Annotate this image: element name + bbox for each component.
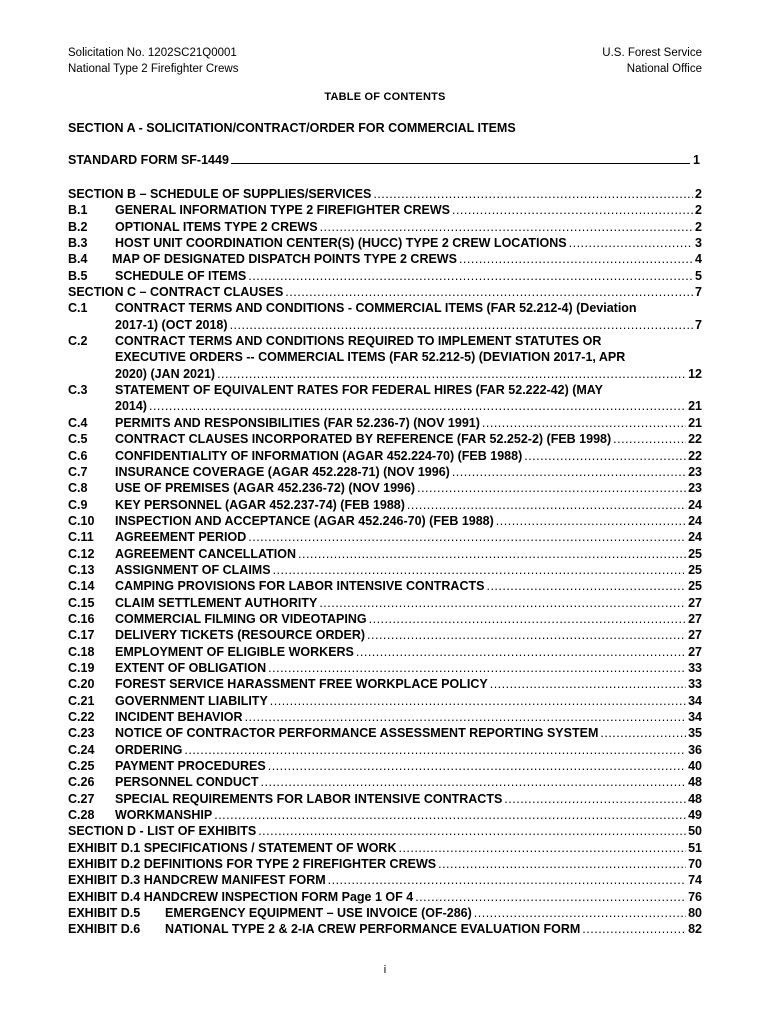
- toc-entry-page: 27: [688, 611, 702, 626]
- dot-leader: [482, 415, 686, 431]
- toc-entry-text: WORKMANSHIP: [115, 808, 213, 823]
- toc-entry-page: 27: [688, 628, 702, 643]
- toc-entry-page: 34: [688, 693, 702, 708]
- toc-entry-text: USE OF PREMISES (AGAR 452.236-72) (NOV 1996): [115, 481, 416, 496]
- toc-entry-number: C.19: [68, 660, 95, 675]
- toc-entry[interactable]: [68, 431, 702, 447]
- toc-entry-page: 70: [688, 857, 702, 872]
- toc-entry-number: C.13: [68, 562, 95, 577]
- toc-entry-page: 40: [688, 759, 702, 774]
- dot-leader: [248, 529, 686, 545]
- toc-entry-text: STATEMENT OF EQUIVALENT RATES FOR FEDERAL HIRES (FAR 52.222-42) (MAY: [115, 383, 604, 398]
- toc-entry-page: 48: [688, 775, 702, 790]
- toc-entry-page: 25: [688, 546, 702, 561]
- toc-entry-text: PERMITS AND RESPONSIBILITIES (FAR 52.236-7) (NOV 1991): [115, 415, 480, 430]
- toc-entry-text: ASSIGNMENT OF CLAIMS: [115, 562, 271, 577]
- toc-entry-number: C.20: [68, 677, 95, 692]
- toc-entry-number: C.27: [68, 791, 95, 806]
- toc-entry[interactable]: [68, 251, 702, 267]
- toc-entry[interactable]: [68, 742, 702, 758]
- dot-leader: [474, 905, 686, 921]
- toc-entry-page: 2: [695, 203, 702, 218]
- toc-entry-text: GENERAL INFORMATION TYPE 2 FIREFIGHTER CREWS: [115, 203, 450, 218]
- toc-entry-page: 7: [695, 317, 702, 332]
- toc-entry-text: INCIDENT BEHAVIOR: [115, 710, 243, 724]
- toc-entry-number: C.15: [68, 595, 95, 610]
- toc-entry-page: 50: [688, 824, 702, 839]
- toc-entry-page: 51: [688, 840, 702, 855]
- toc-entry[interactable]: [68, 774, 702, 790]
- dot-leader: [415, 889, 686, 905]
- toc-entry[interactable]: [68, 595, 702, 611]
- toc-entry-text: GOVERNMENT LIABILITY: [115, 693, 268, 708]
- toc-entry-text: CONTRACT CLAUSES INCORPORATED BY REFERENCE (FAR 52.252-2) (FEB 1998): [115, 432, 612, 447]
- toc-entry-number: C.6: [68, 448, 88, 463]
- dot-leader: [417, 480, 686, 496]
- toc-entry-page: 7: [695, 285, 702, 300]
- toc-entry-page: 3: [695, 236, 702, 251]
- dot-leader: [285, 284, 693, 300]
- toc-entry-text: SCHEDULE OF ITEMS: [115, 268, 247, 283]
- dot-leader: [261, 774, 687, 790]
- toc-entry-number: C.11: [68, 530, 94, 545]
- toc-entry-number: B.2: [68, 219, 88, 234]
- toc-entry-page: 12: [688, 366, 702, 381]
- toc-entry-text: AGREEMENT PERIOD: [115, 530, 247, 545]
- toc-entry[interactable]: [68, 840, 702, 856]
- dot-leader: [438, 856, 686, 872]
- toc-entry-text: 2014): [115, 399, 147, 414]
- dot-leader: [184, 742, 686, 758]
- standard-form-entry[interactable]: [68, 153, 700, 167]
- toc-entry-page: 24: [688, 513, 702, 528]
- toc-entry[interactable]: [68, 513, 702, 529]
- toc-entry-text: EMERGENCY EQUIPMENT – USE INVOICE (OF-286): [165, 906, 472, 921]
- toc-entry-number: C.24: [68, 742, 95, 757]
- toc-entry-text: 2017-1) (OCT 2018): [115, 317, 228, 332]
- toc-title: TABLE OF CONTENTS: [324, 91, 446, 103]
- toc-entry[interactable]: [68, 235, 702, 251]
- toc-entry-text: AGREEMENT CANCELLATION: [115, 546, 297, 561]
- toc-entry-page: 74: [688, 873, 702, 888]
- toc-entry-text: EXHIBIT D.4 HANDCREW INSPECTION FORM Page 1 OF 4: [68, 889, 414, 904]
- dot-leader: [356, 644, 686, 660]
- toc-entry-page: 36: [688, 742, 702, 757]
- dot-leader: [273, 562, 687, 578]
- program-name: National Type 2 Firefighter Crews: [68, 63, 239, 75]
- dot-leader: [369, 611, 686, 627]
- toc-entry-text: CONTRACT TERMS AND CONDITIONS - COMMERCIAL ITEMS (FAR 52.212-4) (Deviation: [115, 301, 637, 316]
- dot-leader: [452, 202, 693, 218]
- toc-entry[interactable]: [68, 709, 702, 725]
- header-left: [68, 45, 238, 77]
- toc-entry[interactable]: [68, 464, 702, 480]
- toc-entry-number: C.25: [68, 759, 95, 774]
- toc-entry-page: 80: [688, 906, 702, 921]
- dot-leader: [319, 595, 686, 611]
- toc-entry-text: SECTION D - LIST OF EXHIBITS: [68, 824, 257, 839]
- toc-entry-number: C.26: [68, 775, 95, 790]
- toc-entry[interactable]: [68, 676, 702, 692]
- toc-entry[interactable]: [68, 284, 702, 300]
- solicitation-number: Solicitation No. 1202SC21Q0001: [68, 47, 237, 59]
- toc-entry-page: 23: [688, 481, 702, 496]
- dot-leader: [504, 791, 686, 807]
- toc-entry-number: EXHIBIT D.6: [68, 922, 141, 937]
- toc-entry[interactable]: [68, 546, 702, 562]
- toc-entry[interactable]: [68, 921, 702, 937]
- dot-leader: [600, 725, 686, 741]
- toc-entry-number: C.3: [68, 383, 88, 398]
- toc-entry-number: C.22: [68, 710, 95, 724]
- leader-line: [231, 162, 690, 164]
- dot-leader: [268, 758, 686, 774]
- toc-entry[interactable]: [68, 791, 702, 807]
- toc-entry[interactable]: [68, 562, 702, 578]
- dot-leader: [398, 840, 686, 856]
- toc-entry[interactable]: [68, 807, 702, 823]
- toc-entry-page: 23: [688, 464, 702, 479]
- toc-entry-number: B.5: [68, 268, 88, 283]
- dot-leader: [320, 219, 693, 235]
- toc-entry[interactable]: [68, 219, 702, 235]
- toc-entry[interactable]: [68, 856, 702, 872]
- dot-leader: [248, 268, 693, 284]
- toc-entry[interactable]: [68, 415, 702, 431]
- dot-leader: [582, 921, 686, 937]
- toc-entry-text: EMPLOYMENT OF ELIGIBLE WORKERS: [115, 644, 354, 659]
- dot-leader: [214, 807, 686, 823]
- toc-entry-page: 25: [688, 562, 702, 577]
- toc-entry-text: SECTION B – SCHEDULE OF SUPPLIES/SERVICES: [68, 187, 372, 201]
- dot-leader: [407, 497, 686, 513]
- toc-entry-page: 5: [695, 268, 702, 283]
- toc-entry-number: C.12: [68, 546, 95, 561]
- toc-entry-page: 33: [688, 660, 702, 675]
- toc-entry-page: 49: [688, 808, 702, 823]
- toc-entry-number: B.4: [68, 252, 88, 267]
- dot-leader: [613, 431, 686, 447]
- dot-leader: [245, 709, 687, 725]
- section-a-heading: SECTION A - SOLICITATION/CONTRACT/ORDER FOR COMMERCIAL ITEMS: [68, 121, 516, 135]
- toc-entry-number: C.18: [68, 644, 95, 659]
- dot-leader: [459, 251, 693, 267]
- toc-entry-page: 35: [688, 726, 702, 741]
- toc-entry-text: INSURANCE COVERAGE (AGAR 452.228-71) (NOV 1996): [115, 464, 450, 479]
- toc-entry-text: HOST UNIT COORDINATION CENTER(S) (HUCC) TYPE 2 CREW LOCATIONS: [115, 236, 567, 251]
- standard-form-label: STANDARD FORM SF-1449: [68, 153, 229, 167]
- dot-leader: [367, 627, 686, 643]
- office-name: National Office: [626, 63, 702, 75]
- toc-entry-page: 2: [695, 187, 702, 201]
- toc-entry[interactable]: [68, 202, 702, 218]
- dot-leader: [328, 872, 686, 888]
- header-right: [602, 45, 702, 77]
- toc-entry[interactable]: [68, 872, 702, 888]
- toc-entry[interactable]: [68, 627, 702, 643]
- toc-entry-text: COMMERCIAL FILMING OR VIDEOTAPING: [115, 611, 367, 626]
- toc-entry-number: EXHIBIT D.5: [68, 906, 141, 921]
- toc-entry[interactable]: [68, 300, 702, 333]
- toc-entry-page: 21: [688, 415, 702, 430]
- toc-entry-text: ORDERING: [115, 742, 183, 757]
- toc-entry-page: 48: [688, 791, 702, 806]
- toc-entry-text: CAMPING PROVISIONS FOR LABOR INTENSIVE CONTRACTS: [115, 579, 485, 594]
- toc-entry-number: C.10: [68, 513, 95, 528]
- toc-entry-text: EXECUTIVE ORDERS -- COMMERCIAL ITEMS (FAR 52.212-5) (DEVIATION 2017-1, APR: [115, 350, 626, 365]
- toc-entry-text: OPTIONAL ITEMS TYPE 2 CREWS: [115, 219, 318, 234]
- toc-entry-number: B.3: [68, 236, 88, 251]
- toc-entry-text: 2020) (JAN 2021): [115, 366, 216, 381]
- page-number: i: [383, 964, 387, 976]
- toc-entry-text: CONFIDENTIALITY OF INFORMATION (AGAR 452.224-70) (FEB 1988): [115, 448, 523, 463]
- standard-form-page: 1: [693, 153, 700, 167]
- dot-leader: [230, 317, 693, 333]
- toc-entry[interactable]: [68, 529, 702, 545]
- toc-entry-text: DELIVERY TICKETS (RESOURCE ORDER): [115, 628, 366, 643]
- toc-entry[interactable]: [68, 758, 702, 774]
- toc-entry[interactable]: [68, 725, 702, 741]
- dot-leader: [298, 546, 686, 562]
- toc-entry-text: EXHIBIT D.3 HANDCREW MANIFEST FORM: [68, 873, 326, 888]
- toc-entry-page: 33: [688, 677, 702, 692]
- toc-entry-page: 24: [688, 530, 702, 545]
- toc-entry-number: C.16: [68, 611, 95, 626]
- toc-entry-text: EXHIBIT D.2 DEFINITIONS FOR TYPE 2 FIREFIGHTER CREWS: [68, 857, 437, 872]
- toc-entry-page: 22: [688, 432, 702, 447]
- toc-entry-number: C.17: [68, 628, 95, 643]
- dot-leader: [258, 823, 686, 839]
- toc-entry-number: C.5: [68, 432, 88, 447]
- toc-entry-text: CONTRACT TERMS AND CONDITIONS REQUIRED TO IMPLEMENT STATUTES OR: [115, 334, 602, 349]
- toc-entry-number: C.8: [68, 481, 88, 496]
- dot-leader: [270, 693, 686, 709]
- toc-entry[interactable]: [68, 186, 702, 202]
- toc-entry[interactable]: [68, 448, 702, 464]
- toc-entry-number: C.23: [68, 726, 95, 741]
- toc-entry-text: MAP OF DESIGNATED DISPATCH POINTS TYPE 2 CREWS: [112, 252, 457, 267]
- toc-list: [68, 186, 702, 938]
- toc-entry-text: SECTION C – CONTRACT CLAUSES: [68, 285, 284, 300]
- toc-entry-text: PERSONNEL CONDUCT: [115, 775, 259, 790]
- dot-leader: [452, 464, 686, 480]
- dot-leader: [268, 660, 686, 676]
- toc-entry-number: C.4: [68, 415, 88, 430]
- toc-entry[interactable]: [68, 497, 702, 513]
- toc-entry-text: EXTENT OF OBLIGATION: [115, 660, 267, 675]
- toc-entry[interactable]: [68, 611, 702, 627]
- toc-entry-page: 2: [695, 219, 702, 234]
- dot-leader: [496, 513, 686, 529]
- toc-entry-page: 24: [688, 497, 702, 512]
- toc-entry-page: 76: [688, 889, 702, 904]
- toc-entry-number: C.28: [68, 808, 95, 823]
- dot-leader: [486, 578, 686, 594]
- toc-entry[interactable]: [68, 644, 702, 660]
- toc-entry-page: 25: [688, 579, 702, 594]
- agency-name: U.S. Forest Service: [602, 47, 702, 59]
- toc-entry-page: 34: [688, 710, 702, 724]
- toc-entry-page: 4: [695, 252, 702, 267]
- dot-leader: [569, 235, 693, 251]
- toc-entry-page: 27: [688, 644, 702, 659]
- toc-entry-page: 21: [688, 399, 702, 414]
- toc-entry-text: KEY PERSONNEL (AGAR 452.237-74) (FEB 1988): [115, 497, 405, 512]
- toc-entry-number: C.21: [68, 693, 95, 708]
- toc-entry[interactable]: [68, 268, 702, 284]
- toc-entry-text: EXHIBIT D.1 SPECIFICATIONS / STATEMENT OF WORK: [68, 840, 397, 855]
- toc-entry[interactable]: [68, 480, 702, 496]
- toc-entry[interactable]: [68, 333, 702, 382]
- toc-entry-number: C.14: [68, 579, 95, 594]
- toc-entry[interactable]: [68, 823, 702, 839]
- toc-entry-text: NOTICE OF CONTRACTOR PERFORMANCE ASSESSMENT REPORTING SYSTEM: [115, 726, 599, 741]
- dot-leader: [490, 676, 686, 692]
- toc-entry[interactable]: [68, 693, 702, 709]
- toc-entry-number: C.2: [68, 334, 88, 349]
- dot-leader: [217, 366, 686, 382]
- toc-entry[interactable]: [68, 889, 702, 905]
- toc-entry-number: C.7: [68, 464, 88, 479]
- toc-entry-page: 22: [688, 448, 702, 463]
- toc-entry-text: PAYMENT PROCEDURES: [115, 759, 266, 774]
- toc-entry[interactable]: [68, 660, 702, 676]
- dot-leader: [149, 398, 686, 414]
- toc-entry-number: C.1: [68, 301, 88, 316]
- toc-entry-number: B.1: [68, 203, 88, 218]
- toc-entry-text: INSPECTION AND ACCEPTANCE (AGAR 452.246-70) (FEB 1988): [115, 513, 494, 528]
- toc-entry-text: CLAIM SETTLEMENT AUTHORITY: [115, 595, 318, 610]
- toc-entry[interactable]: [68, 382, 702, 415]
- toc-entry-text: NATIONAL TYPE 2 & 2-IA CREW PERFORMANCE EVALUATION FORM: [165, 922, 581, 937]
- dot-leader: [524, 448, 686, 464]
- toc-entry-text: SPECIAL REQUIREMENTS FOR LABOR INTENSIVE CONTRACTS: [115, 791, 503, 806]
- toc-entry[interactable]: [68, 578, 702, 594]
- dot-leader: [373, 186, 693, 202]
- toc-entry-page: 27: [688, 595, 702, 610]
- toc-entry[interactable]: [68, 905, 702, 921]
- toc-entry-page: 82: [688, 922, 702, 937]
- toc-entry-number: C.9: [68, 497, 88, 512]
- toc-entry-text: FOREST SERVICE HARASSMENT FREE WORKPLACE POLICY: [115, 677, 488, 692]
